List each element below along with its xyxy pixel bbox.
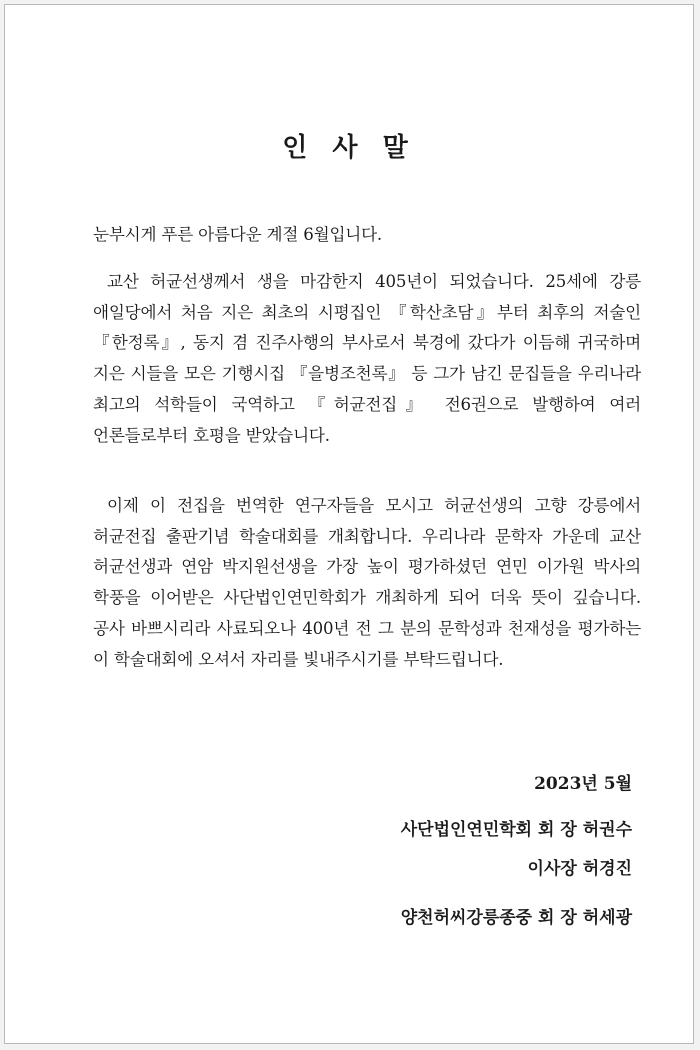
letter-page xyxy=(4,4,694,1044)
letter-date: 2023년 5월 xyxy=(534,774,632,794)
signatory-name: 허세광 xyxy=(582,908,632,928)
signature-line-2 xyxy=(528,854,632,879)
signatory-org: 양천허씨강릉종중 xyxy=(400,908,533,928)
paragraph-2: 교산 허균선생께서 생을 마감한지 405년이 되었습니다. 25세에 강릉 애일당에서 처음 지은 최초의 시평집인 『학산초담』부터 최후의 저술인 『한정록』, 동지 겸 진주사행의 부사로서 북경에 갔다가 이듬해 귀국하며 지은 시들을 모은 기행시집 『을병조천록』 등 그가 남긴 문집들을 우리나라 최고의 석학들이 국역하고 『허균전집』 전6권으로 발행하여 여러 언론들로부터 호평을 받았습니다. xyxy=(93,272,641,445)
page-title: 인 사 말 xyxy=(282,133,416,163)
signatory-name: 허권수 xyxy=(582,820,632,840)
paragraph-1: 눈부시게 푸른 아름다운 계절 6월입니다. xyxy=(93,225,383,244)
paragraph-3: 이제 이 전집을 번역한 연구자들을 모시고 허균선생의 고향 강릉에서 허균전집 출판기념 학술대회를 개최합니다. 우리나라 문학자 가운데 교산 허균선생과 연암 박지원선생을 가장 높이 평가하셨던 연민 이가원 박사의 학풍을 이어받은 사단법인연민학회가 개최하게 되어 더욱 뜻이 깊습니다. 공사 바쁘시리라 사료되오나 400년 전 그 분의 문학성과 천재성을 평가하는 이 학술대회에 오셔서 자리를 빛내주시기를 부탁드립니다. xyxy=(93,496,641,669)
signature-line-1 xyxy=(401,815,632,840)
signatory-title: 회 장 xyxy=(538,820,577,840)
signatory-title: 회 장 xyxy=(538,908,577,928)
signatory-org: 사단법인연민학회 xyxy=(400,820,533,840)
signature-line-3 xyxy=(401,903,632,928)
signatory-title: 이사장 xyxy=(527,859,577,879)
signatory-name: 허경진 xyxy=(582,859,632,879)
